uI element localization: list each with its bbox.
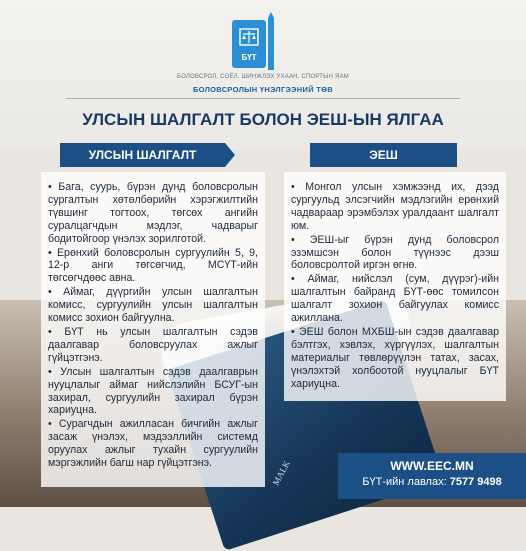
list-item: • Бага, суурь, бүрэн дунд боловсролын сургалтын хөтөлбөрийн хэрэгжилтийн түвшинг тогтоох, төгсөх ангийн суралцагчдын мэдлэг, чадварыг бодитойгоор үнэлэх зорилготой. <box>48 181 258 245</box>
tab-national-exam: УЛСЫН ШАЛГАЛТ <box>60 143 225 167</box>
list-item: • Ерөнхий боловсролын сургуулийн 5, 9, 12-р анги төгсөгчид, МСҮТ-ийн төгсөгчдөөс авна. <box>48 246 258 285</box>
agency-name: БОЛОВСРОЛЫН ҮНЭЛГЭЭНИЙ ТӨВ <box>192 85 334 94</box>
page-title: УЛСЫН ШАЛГАЛТ БОЛОН ЭЕШ-ЫН ЯЛГАА <box>82 110 444 129</box>
eesh-panel <box>284 172 506 401</box>
list-item: • ЭЕШ болон МХБШ-ын сэдэв даалгавар бэлтгэх, хэвлэх, хүргүүлэх, шалгалтын материалыг төвлөрүүлэн татах, засах, үнэлэхтэй холбоотой нууцлалыг БҮТ хариуцна. <box>291 325 499 390</box>
header-divider <box>66 98 460 99</box>
website-link[interactable]: WWW.EEC.MN <box>390 459 474 473</box>
list-item: • ЭЕШ-ыг бүрэн дунд боловсрол эзэмшсэн болон түүнээс дээш боловсролтой иргэн өгнө. <box>291 233 499 272</box>
footer-contact <box>338 453 526 499</box>
list-item: • Аймаг, дүүргийн улсын шалгалтын комисс, сургуулийн улсын шалгалтын комисс зохион байгуулна. <box>48 286 258 325</box>
list-item: • Монгол улсын хэмжээнд их, дээд сургуульд элсэгчийн мэдлэгийн ерөнхий чадвараар эрэмбэлэх уралдаант шалгалт юм. <box>291 181 499 232</box>
list-item: • Аймаг, нийслэл (сум, дүүрэг)-ийн шалгалтын байранд БҮТ-өөс томилсон шалгалт зохион байгуулах комисс ажиллана. <box>291 273 499 325</box>
pencil-icon <box>268 18 274 70</box>
ministry-name: БОЛОВСРОЛ, СОЁЛ, ШИНЖЛЭХ УХААН, СПОРТЫН ЯАМ <box>177 74 349 80</box>
scales-icon <box>238 26 260 48</box>
national-exam-panel <box>41 172 265 487</box>
phone-label: БҮТ-ийн лавлах: <box>362 476 447 488</box>
phone-info <box>338 476 526 488</box>
tab-eesh: ЭЕШ <box>310 143 457 167</box>
list-item: • БҮТ нь улсын шалгалтын сэдэв даалгавар боловсруулах ажлыг гүйцэтгэнэ. <box>48 325 258 364</box>
list-item: • Сурагчдын ажилласан бичгийн ажлыг засаж үнэлэх, мэдээллийн системд оруулах ажлыг тухайн сургуулийн мэргэжлийн багш нар гүйцэтгэнэ. <box>48 418 258 470</box>
book-spine-label: MALK <box>270 458 292 488</box>
logo-abbr: БҮТ <box>241 53 257 62</box>
phone-number: 7577 9498 <box>449 476 502 488</box>
list-item: • Улсын шалгалтын сэдэв даалгаврын нууцлалыг аймаг нийслэлийн БСУГ-ын захирал, сургуулийн захирал бүрэн хариуцна. <box>48 365 258 417</box>
logo <box>232 20 266 68</box>
